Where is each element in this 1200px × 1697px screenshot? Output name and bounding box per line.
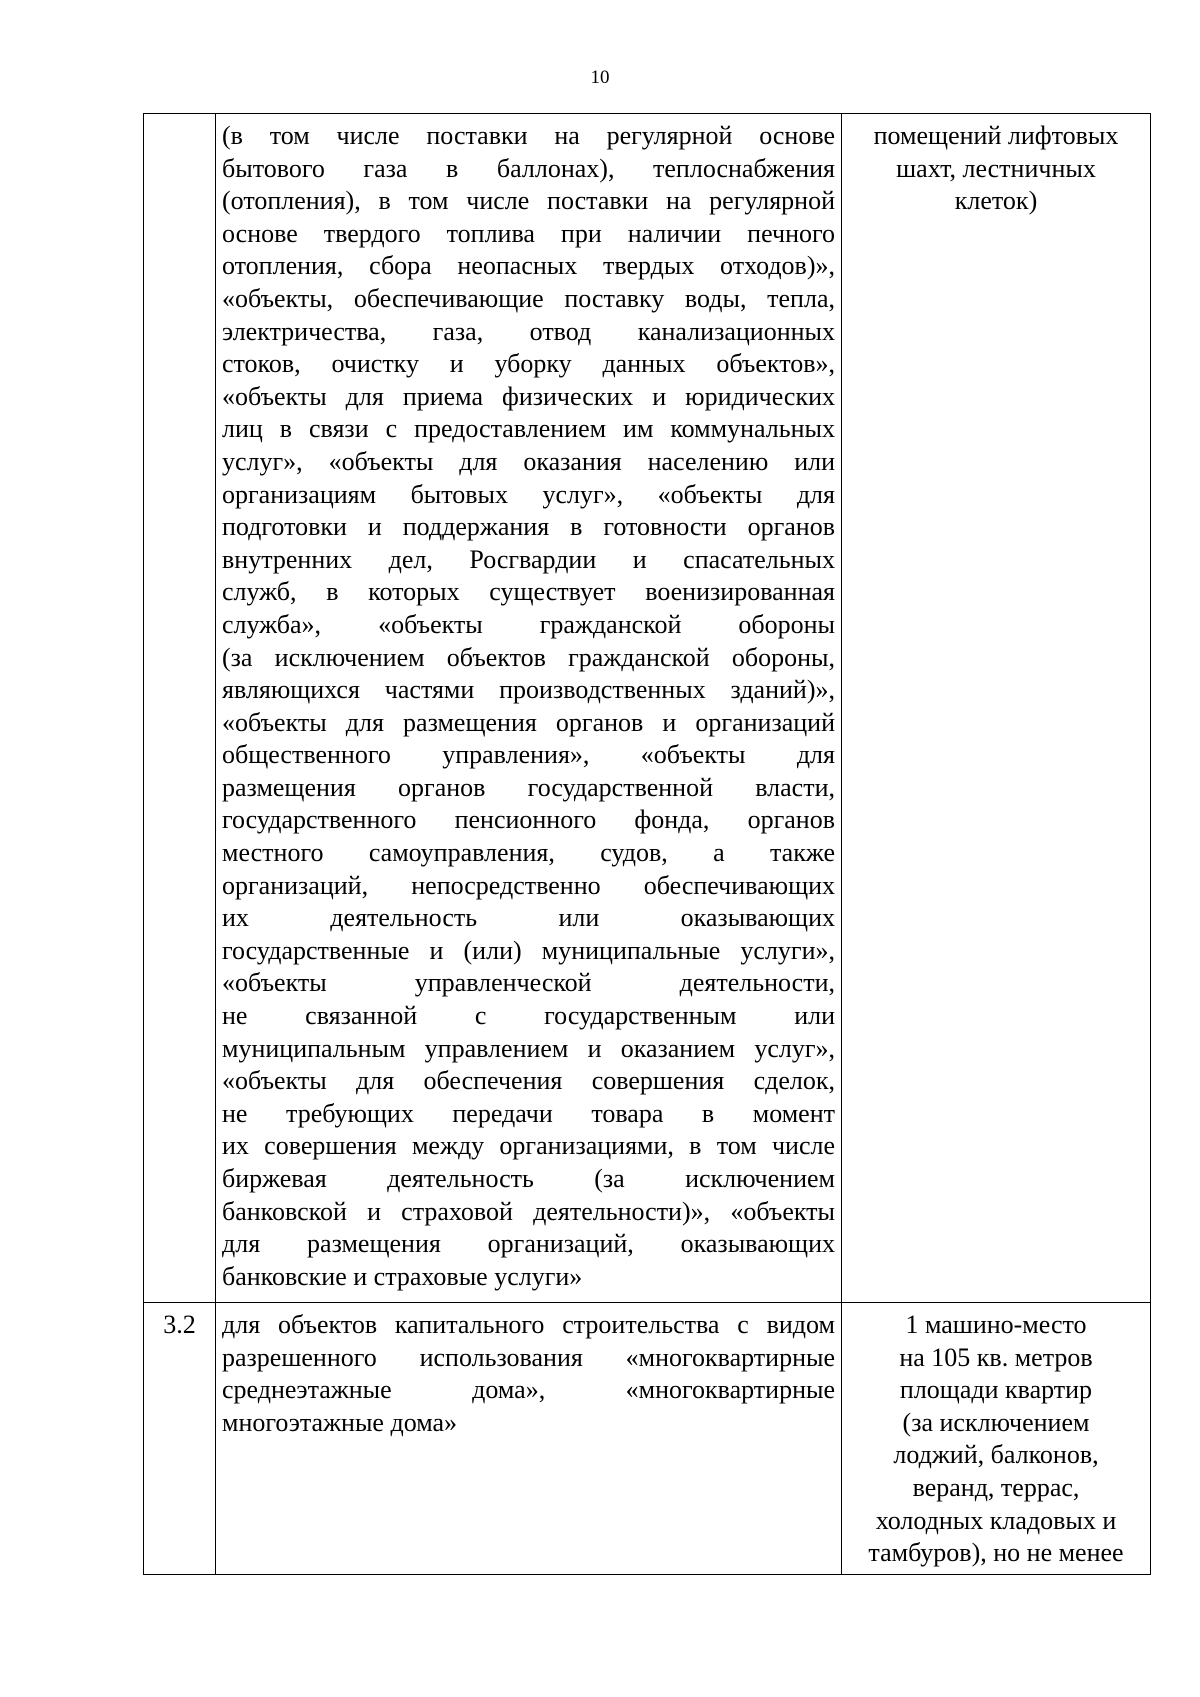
description-line: бытового газа в баллонах), теплоснабжения: [222, 153, 835, 183]
norm-line: 1 машино-место: [905, 1310, 1087, 1339]
description-line: банковские и страховые услуги»: [222, 1261, 583, 1291]
description-line: услуг», «объекты для оказания населению или: [222, 446, 835, 476]
description-line: организаций, непосредственно обеспечивающих: [222, 870, 835, 900]
description-line: банковской и страховой деятельности)», «объекты: [222, 1196, 835, 1226]
description-line: подготовки и поддержания в готовности органов: [222, 512, 835, 542]
norm-line: площади квартир: [899, 1375, 1093, 1405]
description-line: общественного управления», «объекты для: [222, 740, 835, 770]
description-line: не требующих передачи товара в момент: [222, 1098, 835, 1128]
page-number: 10: [590, 67, 610, 88]
description-line: их совершения между организациями, в том числе: [222, 1131, 835, 1161]
description-line: (за исключением объектов гражданской обороны,: [222, 642, 835, 672]
description-line: муниципальным управлением и оказанием услуг»,: [222, 1033, 835, 1063]
parking-norm-cell: [842, 1303, 1151, 1575]
description-line: местного самоуправления, судов, а также: [222, 838, 835, 868]
description-line: разрешенного использования «многоквартирные: [222, 1342, 835, 1372]
description-line: для размещения организаций, оказывающих: [222, 1229, 835, 1259]
norms-table: [143, 113, 1151, 1575]
description-line: лиц в связи с предоставлением им коммунальных: [222, 414, 835, 444]
parking-norm-cell: [842, 114, 1151, 1303]
description-line: государственного пенсионного фонда, органов: [222, 805, 835, 835]
description-line: (отопления), в том числе поставки на регулярной: [222, 186, 835, 216]
description-line: «объекты для приема физических и юридических: [222, 381, 835, 411]
description-line: государственные и (или) муниципальные услуги»,: [222, 935, 835, 965]
description-line: не связанной с государственным или: [222, 1001, 835, 1031]
table-row: [144, 1303, 1151, 1575]
description-line: являющихся частями производственных зданий)»,: [222, 675, 835, 705]
description-line: «объекты управленческой деятельности,: [222, 968, 835, 998]
norm-line: на 105 кв. метров: [899, 1342, 1093, 1372]
norm-line: лоджий, балконов,: [893, 1440, 1099, 1470]
description-line: (в том числе поставки на регулярной основе: [222, 121, 835, 150]
description-line: «объекты для обеспечения совершения сделок,: [222, 1066, 835, 1096]
description-line: среднеэтажные дома», «многоквартирные: [222, 1375, 835, 1405]
norm-line: веранд, террас,: [912, 1472, 1080, 1502]
description-line: внутренних дел, Росгвардии и спасательных: [222, 544, 835, 574]
description-line: стоков, очистку и уборку данных объектов»,: [222, 349, 835, 379]
norm-line: (за исключением: [902, 1407, 1090, 1437]
norm-line: тамбуров), но не менее: [868, 1538, 1124, 1568]
description-line: служба», «объекты гражданской обороны: [222, 609, 835, 639]
description-line: основе твердого топлива при наличии печного: [222, 218, 835, 248]
description-line: для объектов капитального строительства с видом: [222, 1310, 835, 1339]
description-line: отопления, сбора неопасных твердых отходов)»,: [222, 251, 835, 281]
description-line: электричества, газа, отвод канализационных: [222, 316, 835, 346]
table-row: [144, 114, 1151, 1303]
description-line: биржевая деятельность (за исключением: [222, 1164, 835, 1193]
description-line: «объекты, обеспечивающие поставку воды, тепла,: [222, 283, 835, 313]
row-number-cell: [144, 114, 216, 1303]
description-line: их деятельность или оказывающих: [222, 903, 835, 933]
description-line: размещения органов государственной власти,: [222, 772, 835, 802]
norm-line: помещений лифтовых: [873, 121, 1119, 150]
description-line: «объекты для размещения органов и организаций: [222, 707, 835, 737]
norm-line: клеток): [954, 186, 1038, 216]
usage-description-cell: [216, 114, 842, 1303]
description-line: многоэтажные дома»: [222, 1407, 458, 1437]
norm-line: шахт, лестничных: [896, 153, 1096, 183]
usage-description-cell: [216, 1303, 842, 1575]
description-line: служб, в которых существует военизированная: [222, 577, 835, 607]
description-line: организациям бытовых услуг», «объекты для: [222, 479, 835, 509]
norm-line: холодных кладовых и: [875, 1505, 1117, 1535]
row-number-cell: 3.2: [144, 1303, 216, 1575]
